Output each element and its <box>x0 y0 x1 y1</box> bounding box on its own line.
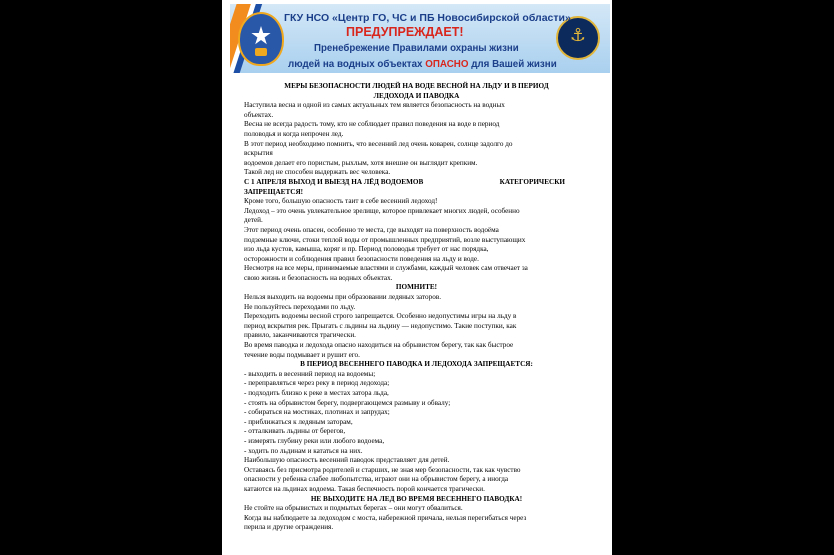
text-line: катаются на льдинах водоема. Такая беспечность порой кончается трагически. <box>244 484 485 493</box>
document-body <box>244 82 589 533</box>
text-line: Наступила весна и одной из самых актуальных тем является безопасность на водных <box>244 101 505 110</box>
warning-banner <box>230 4 610 73</box>
text-line: Кроме того, большую опасность таит в себе весенний ледоход! <box>244 197 438 206</box>
list-item: - переправляться через реку в период ледохода; <box>244 379 390 388</box>
text-line: Не стойте на обрывистых и подмытых берегах – они могут обвалиться. <box>244 504 463 513</box>
text-line: период вскрытия рек. Прыгать с льдины на льдину — недопустимо. Такие поступки, как <box>244 321 517 330</box>
banner-organization: ГКУ НСО «Центр ГО, ЧС и ПБ Новосибирской области» <box>284 12 571 24</box>
text-line: Нельзя выходить на водоемы при образовании ледяных заторов. <box>244 293 442 302</box>
text-line: Весна не всегда радость тому, кто не соблюдает правил поведения на воде в период <box>244 120 500 129</box>
star-icon <box>251 26 271 46</box>
text-line: свою жизнь и безопасность на водных объектах. <box>244 273 393 282</box>
text-line: изо льда кустов, камыша, коряг и пр. Период половодья требует от нас порядка, <box>244 245 489 254</box>
heading-forbidden: ЗАПРЕЩАЕТСЯ! <box>244 187 304 196</box>
text-line: Когда вы наблюдаете за ледоходом с моста, набережной причала, нельзя перегибаться через <box>244 513 527 522</box>
anchor-icon: ⚓ <box>569 25 587 46</box>
text-line: Наибольшую опасность весенний паводок представляет для детей. <box>244 456 450 465</box>
text-line: течение воды подмывает и рушит его. <box>244 350 360 359</box>
list-item: - приближаться к ледяным заторам, <box>244 417 353 426</box>
text-line: Такой лед не способен выдержать вес человека. <box>244 168 391 177</box>
section-heading-no-ice: НЕ ВЫХОДИТЕ НА ЛЕД ВО ВРЕМЯ ВЕСЕННЕГО ПАВОДКА! <box>310 494 523 503</box>
doc-title-line2: ЛЕДОХОДА И ПАВОДКА <box>373 91 460 100</box>
text-line: вскрытия <box>244 149 273 158</box>
banner-warns: ПРЕДУПРЕЖДАЕТ! <box>346 25 464 39</box>
text-line: Не пользуйтесь переходами по льду. <box>244 302 356 311</box>
text-line: Оставаясь без присмотра родителей и старших, не зная мер безопасности, так как чувство <box>244 465 521 474</box>
text-line: подземные ключи, стоки теплой воды от промышленных предприятий, возле выступающих <box>244 235 526 244</box>
banner-line4-end: для Вашей жизни <box>468 59 557 70</box>
emblem-detail <box>255 48 267 56</box>
text-line: объектах. <box>244 110 274 119</box>
text-line: Переходить водоемы весной строго запрещается. Особенно недопустимы игры на льду в <box>244 312 517 321</box>
list-item: - выходить в весенний период на водоемы; <box>244 369 376 378</box>
text-line: Ледоход – это очень увлекательное зрелище, которое привлекает многих людей, особенно <box>244 206 520 215</box>
list-item: - собираться на мостиках, плотинах и запрудах; <box>244 408 390 417</box>
banner-line4-start: людей на водных объектах <box>288 59 426 70</box>
text-line: Этот период очень опасен, особенно те места, где выходят на поверхность водоёма <box>244 225 499 234</box>
text-line: опасности у ребенка слабее любопытства, играют они на обрывистом берегу, а иногда <box>244 475 509 484</box>
text-line: В этот период необходимо помнить, что весенний лед очень коварен, солнце задолго до <box>244 139 513 148</box>
text-line: водоемов делает его пористым, рыхлым, хотя внешне он выглядит крепким. <box>244 158 478 167</box>
list-item: - подходить близко к реке в местах затора льда, <box>244 389 389 397</box>
text-line: Во время паводка и ледохода опасно находиться на обрывистом берегу, так как быстрое <box>244 341 514 350</box>
text-line: детей. <box>244 216 263 225</box>
text-line: перила и другие ограждения. <box>244 523 334 532</box>
banner-danger-word: ОПАСНО <box>425 59 469 70</box>
civil-defense-emblem-icon <box>238 12 284 66</box>
text-line: половодья и когда непрочен лед. <box>244 129 344 138</box>
list-item: - стоять на обрывистом берегу, подвергающемся размыву и обвалу; <box>244 398 451 407</box>
list-item: - отталкивать льдины от берегов, <box>244 427 346 436</box>
banner-danger-line <box>288 59 557 70</box>
banner-neglect: Пренебрежение Правилами охраны жизни <box>314 43 519 54</box>
text-line: осторожности и соблюдения правил безопасности поведения на льду и воде. <box>244 254 479 263</box>
text-line: Несмотря на все меры, принимаемые властями и службами, каждый человек сам отвечает за <box>244 264 528 273</box>
heading-part-b: КАТЕГОРИЧЕСКИ <box>499 177 565 186</box>
doc-title-line1: МЕРЫ БЕЗОПАСНОСТИ ЛЮДЕЙ НА ВОДЕ ВЕСНОЙ НА ЛЬДУ И В ПЕРИОД <box>284 82 549 90</box>
list-item: - ходить по льдинам и кататься на них. <box>244 446 363 455</box>
document-page <box>222 0 612 555</box>
section-heading-april <box>244 178 589 188</box>
list-item: - измерять глубину реки или любого водоема, <box>244 436 385 445</box>
section-heading-flood: В ПЕРИОД ВЕСЕННЕГО ПАВОДКА И ЛЕДОХОДА ЗАПРЕЩАЕТСЯ: <box>300 360 533 369</box>
text-line: правило, заканчиваются трагически. <box>244 331 356 340</box>
heading-part-a: С 1 АПРЕЛЯ ВЫХОД И ВЫЕЗД НА ЛЁД ВОДОЕМОВ <box>244 177 424 186</box>
section-heading-remember: ПОМНИТЕ! <box>395 283 438 292</box>
